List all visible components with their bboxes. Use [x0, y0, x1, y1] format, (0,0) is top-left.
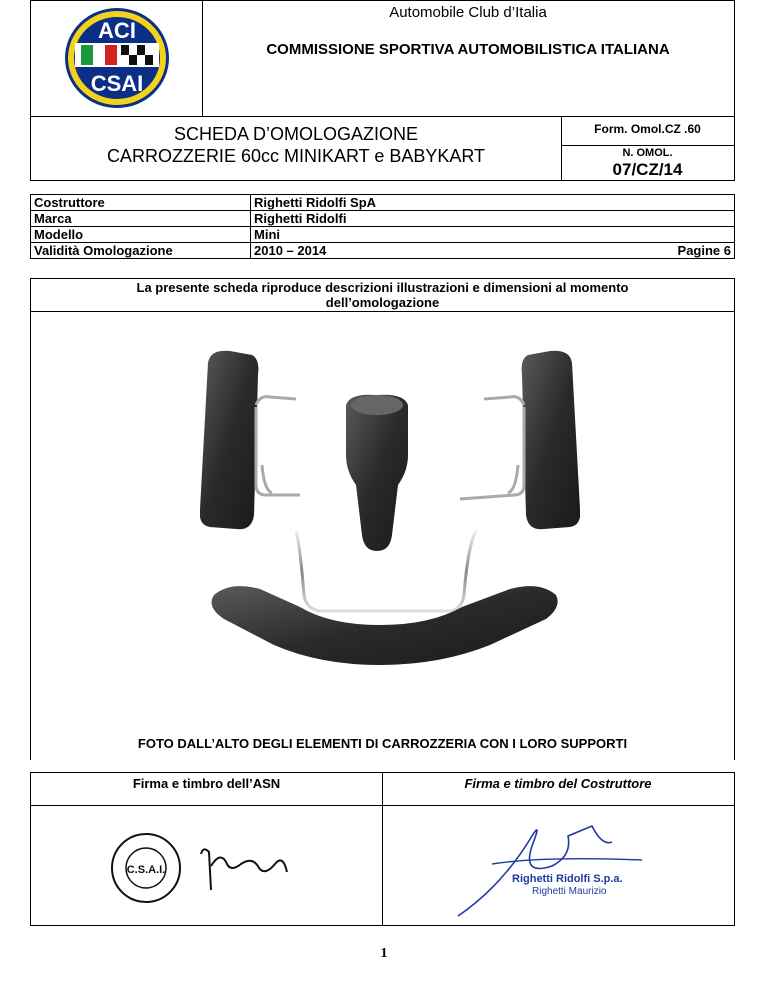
- organization-cell: [202, 0, 735, 117]
- photo-caption: FOTO DALL’ALTO DEGLI ELEMENTI DI CARROZZERIA CON I LORO SUPPORTI: [137, 736, 628, 751]
- manufacturer-stamp-signature: [382, 806, 733, 925]
- stamp-right-line-2: Righetti Maurizio: [532, 886, 607, 897]
- form-code: Form. Omol.CZ .60: [594, 122, 701, 136]
- commission-name: COMMISSIONE SPORTIVA AUTOMOBILISTICA ITALIANA: [266, 41, 670, 58]
- page-number: 1: [380, 946, 388, 961]
- photo-intro-line-2: dell’omologazione: [325, 295, 440, 310]
- value-model: Mini: [251, 227, 735, 243]
- label-manufacturer: Costruttore: [31, 195, 251, 211]
- value-validity-row: [251, 243, 735, 259]
- photo-panel-bottom-left-edge: [30, 736, 31, 760]
- logo-top-text: ACI: [98, 18, 136, 43]
- label-validity: Validità Omologazione: [31, 243, 251, 259]
- asn-signature-header: [30, 772, 383, 806]
- form-code-cell: [561, 116, 735, 146]
- left-side-pod: [200, 351, 300, 529]
- front-bumper: [212, 586, 558, 665]
- logo-bottom-text: CSAI: [90, 71, 144, 96]
- table-row: [31, 211, 735, 227]
- stamp-left-center: C.S.A.I.: [126, 864, 166, 876]
- title-line-2: CARROZZERIE 60cc MINIKART e BABYKART: [106, 146, 486, 166]
- label-model: Modello: [31, 227, 251, 243]
- manufacturer-signature-label: Firma e timbro del Costruttore: [464, 776, 652, 791]
- kart-bodywork-photo: [200, 345, 580, 675]
- stamp-right-line-1: Righetti Ridolfi S.p.a.: [512, 873, 623, 885]
- aci-csai-logo: [31, 1, 202, 116]
- document-title-cell: [30, 116, 562, 181]
- manufacturer-signature-box: [382, 805, 735, 926]
- table-row: [31, 227, 735, 243]
- homologation-number-cell: [561, 145, 735, 181]
- table-row: [31, 243, 735, 259]
- homologation-number-label: N. OMOL.: [622, 147, 673, 159]
- asn-signature-box: [30, 805, 383, 926]
- club-name: Automobile Club d’Italia: [389, 4, 547, 21]
- logo-cell: [30, 0, 203, 117]
- asn-signature-label: Firma e timbro dell’ASN: [132, 776, 281, 791]
- manufacturer-signature-header: [382, 772, 735, 806]
- title-line-1: SCHEDA D’OMOLOGAZIONE: [173, 124, 419, 144]
- right-side-pod: [460, 351, 580, 529]
- value-brand: Righetti Ridolfi: [251, 211, 735, 227]
- photo-intro: [30, 278, 735, 312]
- homologation-number: 07/CZ/14: [612, 160, 683, 179]
- info-table: [30, 194, 735, 259]
- csai-stamp: [31, 806, 382, 925]
- table-row: [31, 195, 735, 211]
- photo-intro-line-1: La presente scheda riproduce descrizioni illustrazioni e dimensioni al momento: [136, 280, 629, 295]
- front-nose-piece: [346, 395, 408, 551]
- photo-panel-bottom-right-edge: [734, 736, 735, 760]
- label-brand: Marca: [31, 211, 251, 227]
- value-validity: 2010 – 2014: [254, 243, 327, 258]
- value-manufacturer: Righetti Ridolfi SpA: [251, 195, 735, 211]
- page-count: Pagine 6: [677, 243, 731, 258]
